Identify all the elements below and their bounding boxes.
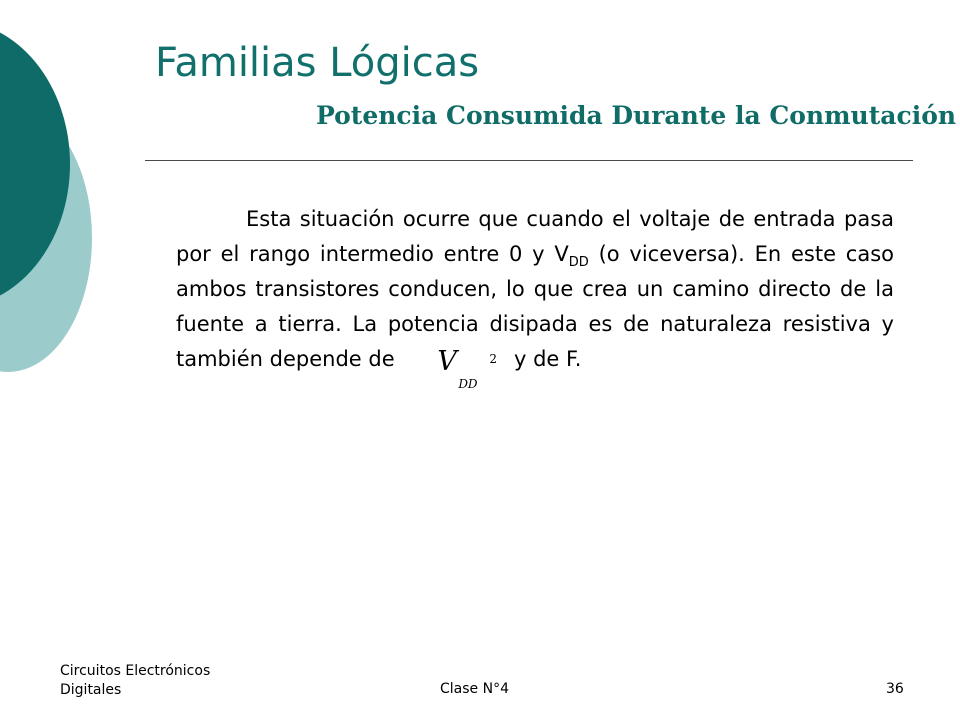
body-paragraph: [176, 202, 894, 391]
body-text-part1: Esta situación ocurre que cuando el voltaje de entrada pasa por el rango intermedio entre 0 y V: [176, 207, 894, 266]
vdd-subscript: DD: [568, 255, 589, 270]
formula-exponent: 2: [489, 352, 497, 366]
formula-subscript: DD: [458, 377, 478, 391]
slide-title: Familias Lógicas: [155, 40, 480, 86]
body-text-part3: y de F.: [514, 347, 582, 371]
formula-base: V: [437, 346, 457, 377]
footer-course-line2: Digitales: [60, 682, 122, 698]
footer-page-number: 36: [886, 681, 904, 697]
decorative-circles: [0, 0, 110, 400]
footer-class-label: Clase N°4: [440, 681, 509, 697]
footer-course-line1: Circuitos Electrónicos: [60, 663, 211, 679]
slide-subtitle: Potencia Consumida Durante la Conmutación: [316, 101, 957, 130]
footer-course: [60, 662, 210, 700]
body-text-part2: (o viceversa). En este caso ambos transistores conducen, lo que crea un camino directo de la fuente a tierra. La potencia disipada es de naturaleza resistiva y también depende de: [176, 242, 894, 371]
vdd-squared-formula: [401, 346, 507, 391]
title-divider: [145, 160, 913, 161]
